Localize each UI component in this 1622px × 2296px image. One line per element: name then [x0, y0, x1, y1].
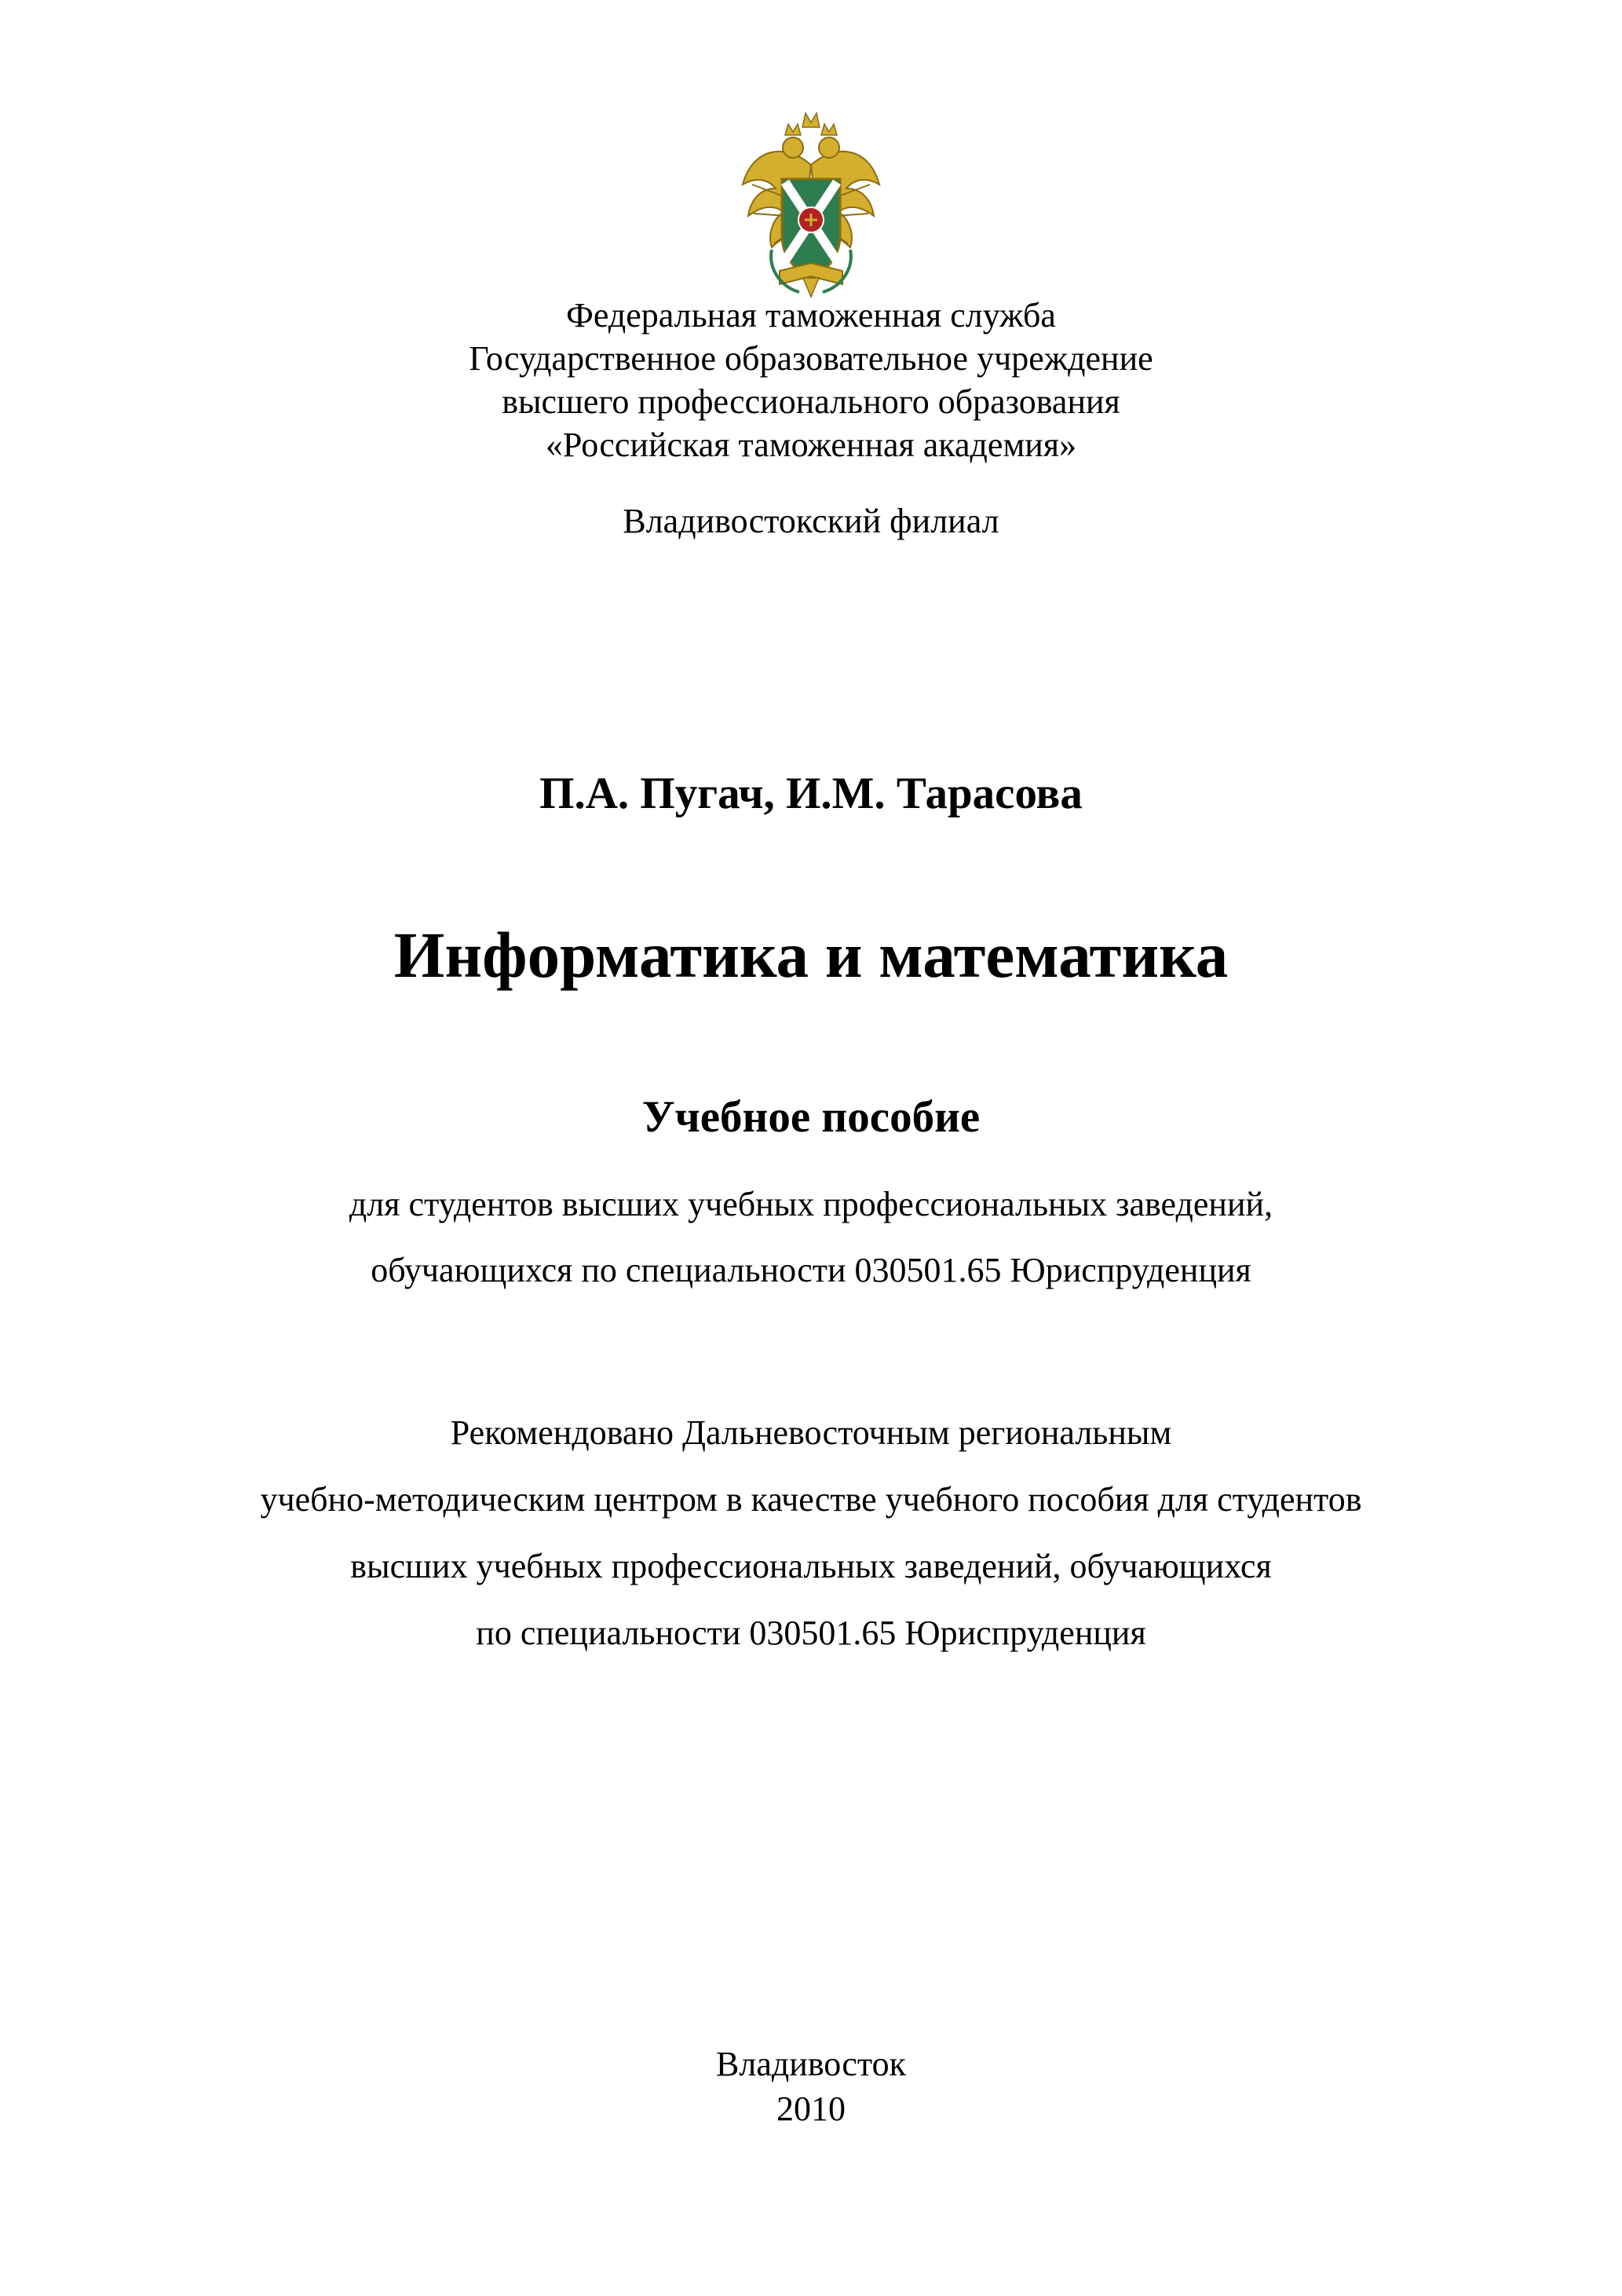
imprint-year: 2010 — [776, 2089, 846, 2128]
imprint — [0, 2042, 1622, 2131]
audience-line: для студентов высших учебных профессиональных заведений, — [349, 1185, 1273, 1223]
organization-line: «Российская таможенная академия» — [545, 426, 1077, 464]
book-title: Информатика и математика — [393, 919, 1229, 991]
recommendation-line: Рекомендовано Дальневосточным региональным — [450, 1413, 1172, 1452]
organization-line: Федеральная таможенная служба — [566, 296, 1056, 335]
customs-academy-emblem-icon — [736, 110, 886, 298]
organization-line: высшего профессионального образования — [502, 382, 1120, 421]
recommendation-block — [0, 1399, 1622, 1666]
recommendation-line: по специальности 030501.65 Юриспруденция — [476, 1614, 1146, 1652]
authors: П.А. Пугач, И.М. Тарасова — [539, 769, 1083, 818]
imprint-city: Владивосток — [716, 2045, 906, 2083]
recommendation-line: учебно-методическим центром в качестве учебного пособия для студентов — [260, 1480, 1362, 1519]
book-subtitle: Учебное пособие — [641, 1092, 981, 1142]
branch-name: Владивостокский филиал — [623, 502, 999, 540]
audience-block — [0, 1172, 1622, 1303]
audience-line: обучающихся по специальности 030501.65 Юриспруденция — [371, 1251, 1251, 1289]
recommendation-line: высших учебных профессиональных заведений, обучающихся — [350, 1547, 1272, 1585]
organization-block — [0, 294, 1622, 466]
organization-line: Государственное образовательное учреждение — [469, 339, 1153, 378]
